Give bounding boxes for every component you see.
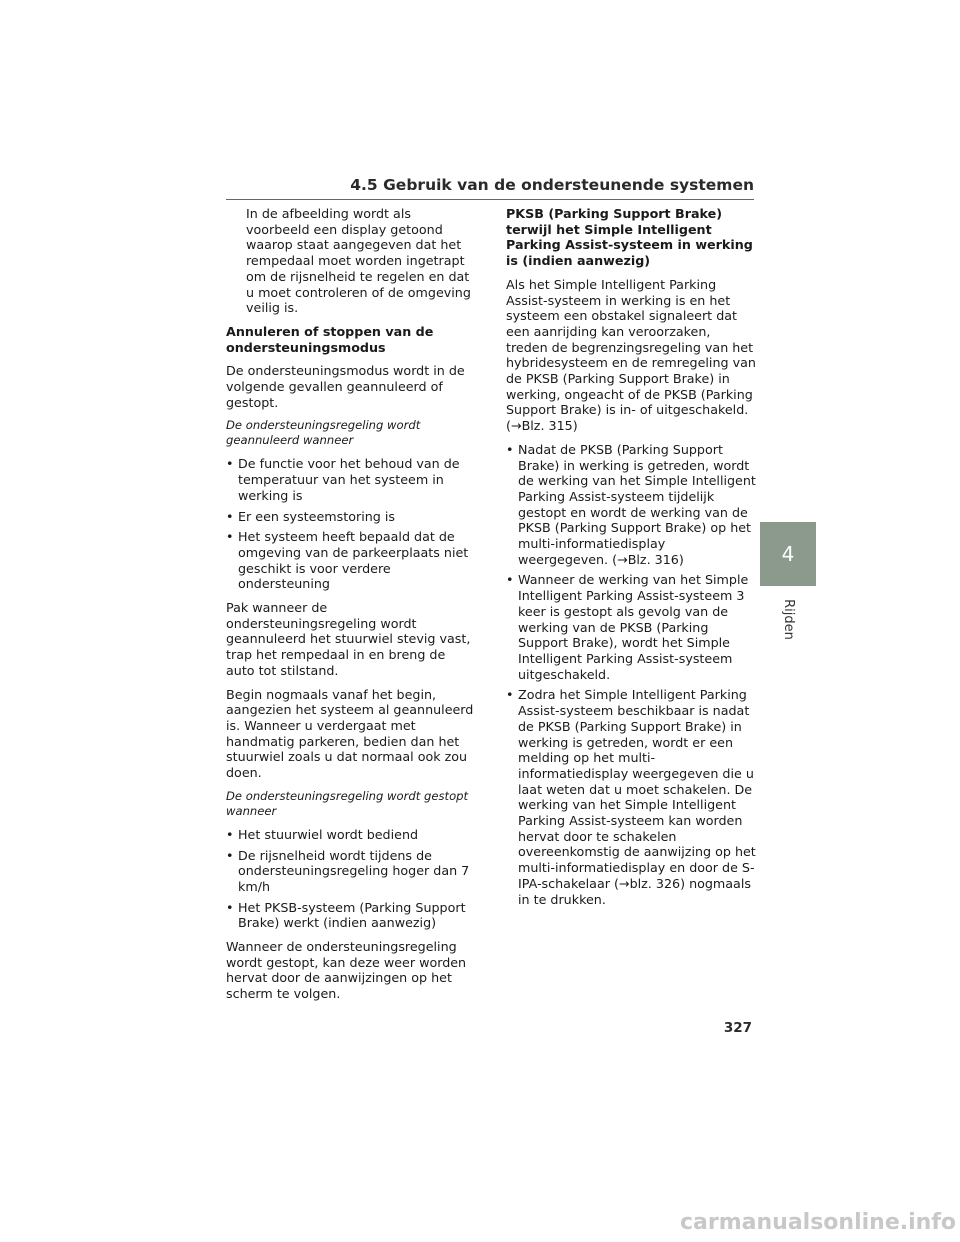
bullet-icon: • bbox=[506, 572, 514, 588]
list-item: • Het stuurwiel wordt bediend bbox=[226, 826, 419, 842]
chapter-tab bbox=[760, 522, 816, 586]
chapter-label: Rijden bbox=[780, 598, 796, 640]
page-number: 327 bbox=[723, 1020, 752, 1036]
subheading-cancelled: De ondersteuningsregeling wordt geannuleerd wanneer bbox=[226, 418, 421, 448]
list-item: • Het systeem heeft bepaald dat de omgeving van de parkeerplaats niet geschikt is voor verdere ondersteuning bbox=[226, 529, 469, 592]
bullet-icon: • bbox=[506, 441, 514, 457]
heading-pksb: PKSB (Parking Support Brake) terwijl het Simple Intelligent Parking Assist-systeem in werking is (indien aanwezig) bbox=[506, 206, 753, 269]
list-item: • Nadat de PKSB (Parking Support Brake) in werking is getreden, wordt de werking van het Simple Intelligent Parking Assist-systeem tijdelijk gestopt en wordt de werking van de PKSB (Parking Support Brake) op het multi-informatiedisplay weergegeven. (→Blz. 316) bbox=[506, 441, 756, 567]
section-header: 4.5 Gebruik van de ondersteunende systemen bbox=[350, 176, 754, 194]
list-stopped bbox=[226, 827, 476, 931]
list-item: • Zodra het Simple Intelligent Parking Assist-systeem beschikbaar is nadat de PKSB (Parking Support Brake) in werking is getreden, wordt er een melding op het multi-informatiedisplay weergegeven die u laat weten dat u moet schakelen. De werking van het Simple Intelligent Parking Assist-systeem kan worden hervat door te schakelen overeenkomstig de aanwijzing op het multi-informatiedisplay en door de S-IPA-schakelaar (→blz. 326) nogmaals in te drukken. bbox=[506, 687, 756, 907]
bullet-icon: • bbox=[506, 687, 514, 703]
chapter-number: 4 bbox=[781, 542, 795, 566]
intro-paragraph: In de afbeelding wordt als voorbeeld een display getoond waarop staat aangegeven dat het rempedaal moet worden ingetrapt om de rijsnelheid te regelen en dat u moet controleren of de omgeving veilig is. bbox=[246, 206, 471, 316]
paragraph-cancel-action: Pak wanneer de ondersteuningsregeling wordt geannuleerd het stuurwiel stevig vast, trap het rempedaal in en breng de auto tot stilstand. bbox=[226, 600, 471, 678]
header-divider bbox=[226, 199, 754, 200]
list-item: • Wanneer de werking van het Simple Intelligent Parking Assist-systeem 3 keer is gestopt als gevolg van de werking van de PKSB (Parking Support Brake), wordt het Simple Intelligent Parking Assist-systeem uitgeschakeld. bbox=[506, 572, 749, 682]
list-pksb bbox=[506, 442, 756, 907]
paragraph-resume: Wanneer de ondersteuningsregeling wordt gestopt, kan deze weer worden hervat door de aanwijzingen op het scherm te volgen. bbox=[226, 939, 467, 1002]
bullet-icon: • bbox=[226, 899, 234, 915]
right-column bbox=[506, 206, 756, 912]
bullet-icon: • bbox=[226, 508, 234, 524]
left-column bbox=[226, 206, 476, 1010]
list-item: • De functie voor het behoud van de temperatuur van het systeem in werking is bbox=[226, 456, 460, 503]
bullet-icon: • bbox=[226, 529, 234, 545]
bullet-icon: • bbox=[226, 847, 234, 863]
list-item: • Het PKSB-systeem (Parking Support Brake) werkt (indien aanwezig) bbox=[226, 899, 466, 931]
list-item: • De rijsnelheid wordt tijdens de ondersteuningsregeling hoger dan 7 km/h bbox=[226, 847, 470, 894]
list-cancelled bbox=[226, 456, 476, 592]
heading-cancel-stop: Annuleren of stoppen van de ondersteuningsmodus bbox=[226, 323, 434, 355]
watermark: carmanualsonline.info bbox=[680, 1210, 956, 1235]
paragraph-modes: De ondersteuningsmodus wordt in de volgende gevallen geannuleerd of gestopt. bbox=[226, 363, 465, 410]
bullet-icon: • bbox=[226, 826, 234, 842]
paragraph-restart: Begin nogmaals vanaf het begin, aangezien het systeem al geannuleerd is. Wanneer u verdergaat met handmatig parkeren, bedien dan het stuurwiel zoals u dat normaal ook zou doen. bbox=[226, 686, 474, 781]
bullet-icon: • bbox=[226, 456, 234, 472]
chapter-label-container bbox=[768, 588, 808, 650]
list-item: • Er een systeemstoring is bbox=[226, 508, 395, 524]
paragraph-pksb: Als het Simple Intelligent Parking Assist-systeem in werking is en het systeem een obstakel signaleert dat een aanrijding kan veroorzaken, treden de begrenzingsregeling van het hybridesysteem en de remregeling van de PKSB (Parking Support Brake) in werking, ongeacht of de PKSB (Parking Support Brake) is in- of uitgeschakeld. (→Blz. 315) bbox=[506, 276, 756, 434]
subheading-stopped: De ondersteuningsregeling wordt gestopt wanneer bbox=[226, 788, 469, 818]
